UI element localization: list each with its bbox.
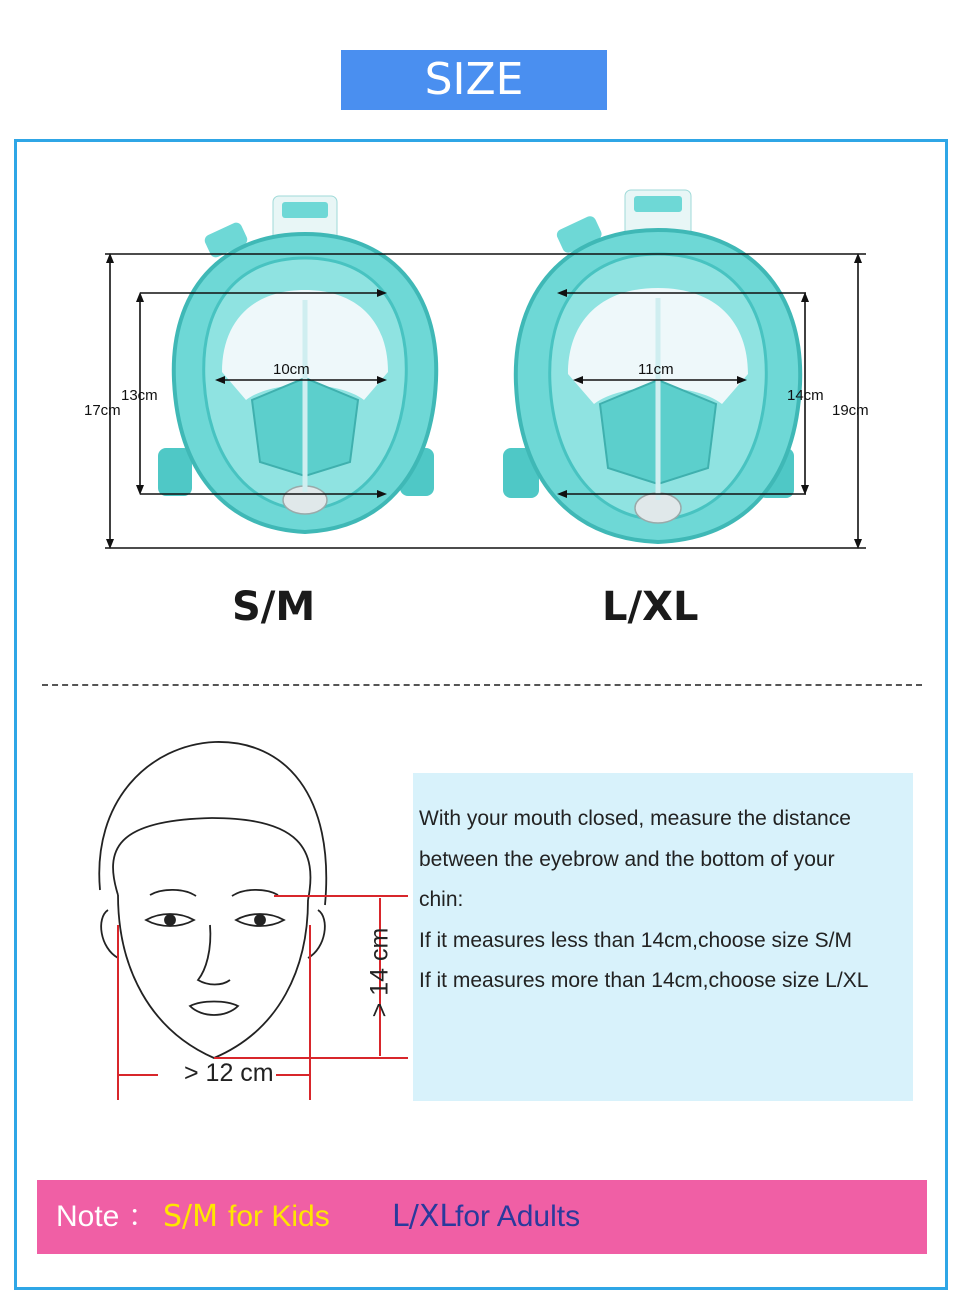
measurement-instructions — [413, 773, 913, 1101]
large-outer-height-label: 19cm — [832, 402, 869, 419]
instruction-line: chin: — [419, 888, 464, 911]
size-small-label: S/M — [232, 584, 316, 630]
section-divider — [42, 684, 922, 686]
small-inner-height-label: 13cm — [121, 387, 158, 404]
note-prefix: Note ： — [56, 1200, 158, 1233]
note-kids-size: S/M — [163, 1199, 219, 1234]
size-title: SIZE — [341, 50, 607, 110]
face-height-label: > 14 cm — [365, 927, 394, 1018]
instruction-line: between the eyebrow and the bottom of your — [419, 847, 835, 871]
instruction-line: If it measures more than 14cm,choose size L/XL — [419, 969, 869, 992]
face-drawing — [99, 742, 326, 1058]
large-width-label: 11cm — [638, 361, 674, 378]
instruction-line: With your mouth closed, measure the distance — [419, 807, 851, 830]
instruction-line: If it measures less than 14cm,choose size S/M — [419, 928, 853, 952]
note-adults-text: for Adults — [455, 1200, 581, 1233]
face-width-label: > 12 cm — [184, 1059, 274, 1087]
note-adults-size: L/XL — [392, 1199, 457, 1234]
note-kids-text: for Kids — [228, 1200, 330, 1233]
size-large-label: L/XL — [602, 584, 699, 630]
large-inner-height-label: 14cm — [787, 387, 824, 404]
small-outer-height-label: 17cm — [84, 402, 121, 419]
note-banner — [37, 1180, 927, 1254]
small-width-label: 10cm — [273, 361, 310, 378]
